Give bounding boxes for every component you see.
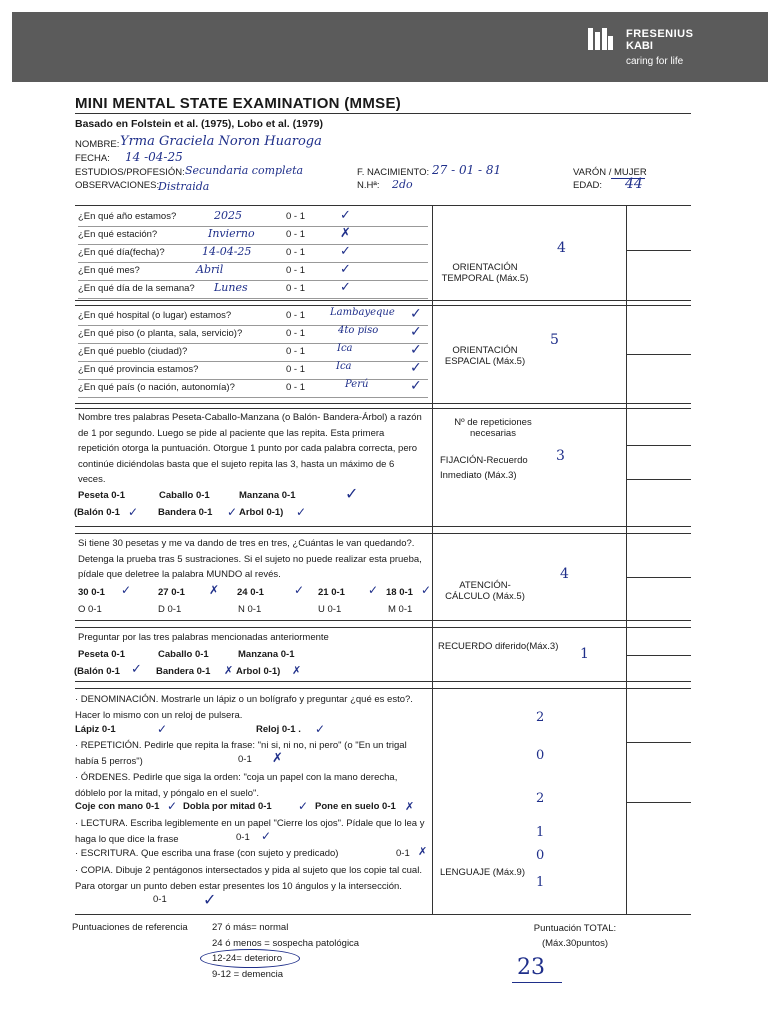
ot-mark: ✓ bbox=[340, 244, 351, 259]
ot-mark: ✓ bbox=[340, 280, 351, 295]
total-score: 23 bbox=[517, 955, 545, 980]
atencion-num: 21 0-1 bbox=[318, 587, 345, 598]
lenguaje-score: 1 bbox=[536, 825, 545, 840]
atencion-letter: D 0-1 bbox=[158, 604, 182, 615]
ot-answer: Abril bbox=[196, 263, 224, 276]
ot-question: ¿En qué año estamos? bbox=[78, 211, 177, 222]
ot-row-divider bbox=[78, 262, 428, 263]
coje-item: Coje con mano 0-1 bbox=[75, 801, 160, 812]
ref-normal: 27 ó más= normal bbox=[212, 922, 289, 933]
logo-line2: KABI bbox=[626, 40, 653, 52]
atencion-mark: ✗ bbox=[209, 583, 220, 597]
denominacion-text: · DENOMINACIÓN. Mostrarle un lápiz o un bolígrafo y preguntar ¿qué es esto?. Hacer lo mismo con un reloj de pulsera. bbox=[75, 694, 413, 721]
atencion-letter: N 0-1 bbox=[238, 604, 262, 615]
ref-demencia: 9-12 = demencia bbox=[212, 969, 284, 980]
oe-scale: 0 - 1 bbox=[286, 346, 306, 357]
atencion-mark: ✓ bbox=[368, 583, 379, 597]
oe-row-divider bbox=[78, 379, 428, 380]
oe-scale: 0 - 1 bbox=[286, 364, 306, 375]
fijacion-score: 3 bbox=[556, 448, 565, 464]
oe-answer: Lambayeque bbox=[330, 307, 395, 318]
edad-label: EDAD: bbox=[573, 180, 603, 191]
ot-scale: 0 - 1 bbox=[286, 283, 306, 294]
ot-mark: ✓ bbox=[340, 208, 351, 223]
orientacion-espacial-score: 5 bbox=[550, 332, 559, 348]
atencion-mark: ✓ bbox=[294, 583, 305, 597]
ref-deterioro: 12-24= deterioro bbox=[212, 953, 282, 964]
recuerdo-label: RECUERDO diferido(Máx.3) bbox=[438, 641, 559, 652]
escritura-score: 0-1 bbox=[396, 848, 410, 859]
lapiz-item: Lápiz 0-1 bbox=[75, 724, 116, 735]
fijacion-text: Nombre tres palabras Peseta-Caballo-Manzana (o Balón- Bandera-Árbol) a razón de 1 por segundo. Luego se pide al paciente que las repita. Esta primera repetición otorga la puntuación. Otorgue 1 punto por cada palabra correcta, pero continúe diciéndolas basta que el sujeto repita las 3, hasta un máximo de 6 veces. bbox=[78, 412, 422, 485]
fij-arbol: Arbol 0-1) bbox=[239, 507, 284, 518]
ot-mark: ✗ bbox=[340, 226, 351, 241]
dobla-item: Dobla por mitad 0-1 bbox=[183, 801, 272, 812]
oe-question: ¿En qué piso (o planta, sala, servicio)? bbox=[78, 328, 243, 339]
nacimiento-label: F. NACIMIENTO: bbox=[357, 167, 430, 178]
obs-value: Distraida bbox=[158, 180, 210, 193]
oe-answer: Ica bbox=[336, 361, 352, 372]
oe-scale: 0 - 1 bbox=[286, 310, 306, 321]
atencion-letter: U 0-1 bbox=[318, 604, 342, 615]
oe-scale: 0 - 1 bbox=[286, 328, 306, 339]
nombre-label: NOMBRE: bbox=[75, 139, 120, 150]
recuerdo-text: Preguntar por las tres palabras mencionadas anteriormente bbox=[78, 632, 329, 643]
rec-manzana: Manzana 0-1 bbox=[238, 649, 295, 660]
rec-peseta: Peseta 0-1 bbox=[78, 649, 126, 660]
lectura-score: 0-1 bbox=[236, 832, 250, 843]
oe-mark: ✓ bbox=[410, 360, 422, 376]
rec-arbol: Arbol 0-1) bbox=[236, 666, 281, 677]
copia-score: 0-1 bbox=[153, 894, 167, 905]
escritura-text: · ESCRITURA. Que escriba una frase (con sujeto y predicado) bbox=[75, 848, 339, 859]
edad-value: 44 bbox=[625, 176, 643, 192]
atencion-num: 30 0-1 bbox=[78, 587, 105, 598]
oe-mark: ✓ bbox=[410, 342, 422, 358]
lenguaje-score: 2 bbox=[536, 791, 545, 806]
oe-answer: 4to piso bbox=[338, 325, 379, 336]
ordenes-text: · ÓRDENES. Pedirle que siga la orden: "coja un papel con la mano derecha, dóblelo por la mitad, y póngalo en el suelo". bbox=[75, 772, 398, 799]
obs-label: OBSERVACIONES: bbox=[75, 180, 160, 191]
atencion-num: 24 0-1 bbox=[237, 587, 264, 598]
fij-bandera: Bandera 0-1 bbox=[158, 507, 213, 518]
oe-scale: 0 - 1 bbox=[286, 382, 306, 393]
ot-scale: 0 - 1 bbox=[286, 247, 306, 258]
nh-value: 2do bbox=[392, 178, 413, 191]
oe-mark: ✓ bbox=[410, 378, 422, 394]
fij-balon: (Balón 0-1 bbox=[74, 507, 120, 518]
ot-mark: ✓ bbox=[340, 262, 351, 277]
oe-answer: Ica bbox=[337, 343, 353, 354]
estudios-value: Secundaria completa bbox=[185, 164, 304, 177]
total-underline bbox=[512, 982, 562, 983]
ot-answer: 14-04-25 bbox=[202, 245, 252, 258]
repeticion-score: 0-1 bbox=[238, 754, 252, 765]
lenguaje-score: 0 bbox=[536, 848, 545, 863]
atencion-num: 27 0-1 bbox=[158, 587, 185, 598]
total-label: Puntuación TOTAL: (Máx.30puntos) bbox=[533, 923, 617, 949]
atencion-letter: O 0-1 bbox=[78, 604, 102, 615]
deterioro-circle bbox=[200, 949, 300, 968]
orientacion-temporal-label: ORIENTACIÓN TEMPORAL (Máx.5) bbox=[441, 262, 529, 284]
fij-manzana: Manzana 0-1 bbox=[239, 490, 296, 501]
reloj-item: Reloj 0-1 . bbox=[256, 724, 301, 735]
fij-peseta: Peseta 0-1 bbox=[78, 490, 126, 501]
rec-caballo: Caballo 0-1 bbox=[158, 649, 209, 660]
ot-question: ¿En qué mes? bbox=[78, 265, 140, 276]
oe-row-divider bbox=[78, 343, 428, 344]
lenguaje-label: LENGUAJE (Máx.9) bbox=[440, 867, 525, 878]
ot-row-divider bbox=[78, 244, 428, 245]
orientacion-espacial-label: ORIENTACIÓN ESPACIAL (Máx.5) bbox=[444, 345, 526, 367]
lenguaje-score: 1 bbox=[536, 875, 545, 890]
oe-mark: ✓ bbox=[410, 306, 422, 322]
ot-row-divider bbox=[78, 298, 428, 299]
copia-text: · COPIA. Dibuje 2 pentágonos intersectados y pida al sujeto que los copie tal cual. Para otorgar un punto deben estar presentes los 10 ángulos y la intersección. bbox=[75, 865, 422, 892]
oe-question: ¿En qué país (o nación, autonomía)? bbox=[78, 382, 235, 393]
fij-caballo: Caballo 0-1 bbox=[159, 490, 210, 501]
oe-question: ¿En qué pueblo (ciudad)? bbox=[78, 346, 188, 357]
fijacion-label: FIJACIÓN-Recuerdo Inmediato (Máx.3) bbox=[440, 455, 528, 481]
nh-label: N.Hª: bbox=[357, 180, 380, 191]
lenguaje-score: 0 bbox=[536, 748, 545, 763]
repeticiones-label: Nº de repeticiones necesarias bbox=[454, 417, 532, 439]
rec-balon: (Balón 0-1 bbox=[74, 666, 120, 677]
ot-scale: 0 - 1 bbox=[286, 211, 306, 222]
page-subtitle: Basado en Folstein et al. (1975), Lobo et al. (1979) bbox=[75, 118, 323, 130]
oe-mark: ✓ bbox=[410, 324, 422, 340]
orientacion-temporal-score: 4 bbox=[557, 240, 566, 256]
ot-answer: 2025 bbox=[214, 209, 242, 222]
atencion-text: Si tiene 30 pesetas y me va dando de tres en tres, ¿Cuántas le van quedando?. Detenga la prueba tras 5 sustraciones. Si el sujeto no puede realizar esta prueba, pídale que deletree la palabra MUNDO al revés. bbox=[78, 538, 422, 580]
ot-question: ¿En qué estación? bbox=[78, 229, 158, 240]
ot-answer: Invierno bbox=[208, 227, 255, 240]
atencion-label: ATENCIÓN-CÁLCULO (Máx.5) bbox=[445, 580, 525, 602]
logo-tagline: caring for life bbox=[626, 56, 684, 67]
logo-line1: FRESENIUS bbox=[626, 28, 694, 40]
recuerdo-score: 1 bbox=[580, 646, 589, 662]
ref-sospecha: 24 ó menos = sospecha patológica bbox=[212, 938, 360, 949]
page-title: MINI MENTAL STATE EXAMINATION (MMSE) bbox=[75, 95, 402, 112]
ot-scale: 0 - 1 bbox=[286, 265, 306, 276]
atencion-letter: M 0-1 bbox=[388, 604, 413, 615]
referencia-label: Puntuaciones de referencia bbox=[72, 922, 188, 933]
repeticion-text: · REPETICIÓN. Pedirle que repita la frase: "ni si, ni no, ni pero" (o "En un trigal había 5 perros") bbox=[75, 740, 407, 767]
rec-bandera: Bandera 0-1 bbox=[156, 666, 211, 677]
oe-question: ¿En qué hospital (o lugar) estamos? bbox=[78, 310, 232, 321]
lenguaje-score: 2 bbox=[536, 710, 545, 725]
nombre-value: Yrma Graciela Noron Huaroga bbox=[120, 134, 322, 149]
nacimiento-value: 27 - 01 - 81 bbox=[432, 163, 502, 177]
lectura-text: · LECTURA. Escriba legiblemente en un papel "Cierre los ojos". Pídale que lo lea y haga lo que dice la frase bbox=[75, 818, 425, 845]
fresenius-bars-icon bbox=[588, 28, 614, 50]
ot-question: ¿En qué día de la semana? bbox=[78, 283, 195, 294]
ot-answer: Lunes bbox=[214, 281, 248, 294]
ot-question: ¿En qué día(fecha)? bbox=[78, 247, 165, 258]
fecha-value: 14 -04-25 bbox=[125, 150, 183, 164]
fij-check: ✓ bbox=[345, 484, 359, 503]
pone-item: Pone en suelo 0-1 bbox=[315, 801, 396, 812]
atencion-mark: ✓ bbox=[421, 583, 432, 597]
atencion-mark: ✓ bbox=[121, 583, 132, 597]
estudios-label: ESTUDIOS/PROFESIÓN: bbox=[75, 167, 185, 178]
oe-row-divider bbox=[78, 361, 428, 362]
oe-question: ¿En qué provincia estamos? bbox=[78, 364, 199, 375]
atencion-num: 18 0-1 bbox=[386, 587, 413, 598]
oe-answer: Perú bbox=[345, 379, 369, 390]
header-banner bbox=[12, 12, 768, 82]
oe-row-divider bbox=[78, 397, 428, 398]
sexo-label: VARÓN / MUJER bbox=[573, 167, 647, 178]
ot-row-divider bbox=[78, 280, 428, 281]
ot-scale: 0 - 1 bbox=[286, 229, 306, 240]
fecha-label: FECHA: bbox=[75, 153, 110, 164]
atencion-score: 4 bbox=[560, 566, 569, 582]
